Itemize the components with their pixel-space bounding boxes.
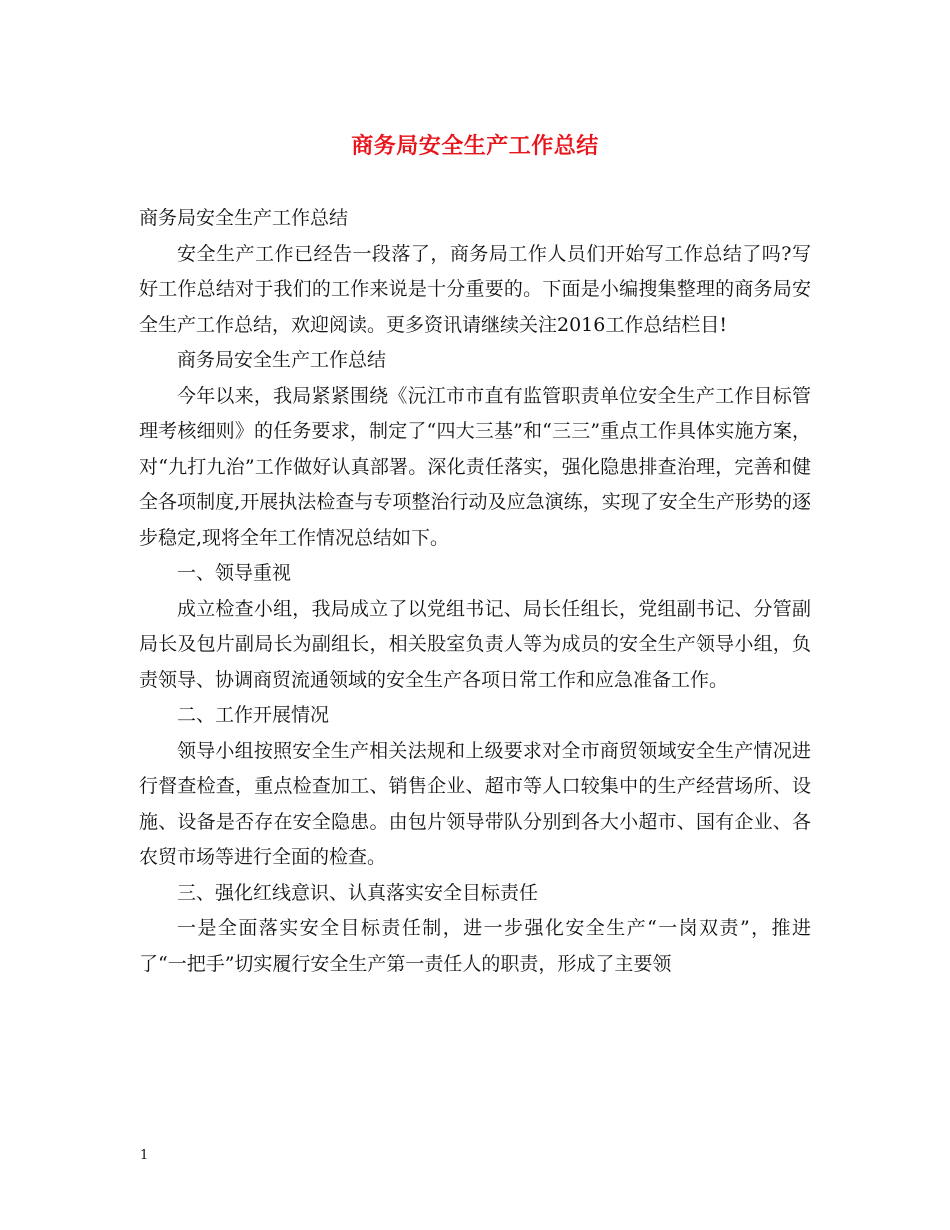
body-paragraph: 今年以来，我局紧紧围绕《沅江市市直有监管职责单位安全生产工作目标管理考核细则》的任务要求，制定了“四大三基”和“三三”重点工作具体实施方案，对“九打九治”工作做好认真部署。深化责任落实，强化隐患排查治理，完善和健全各项制度,开展执法检查与专项整治行动及应急演练，实现了安全生产形势的逐步稳定,现将全年工作情况总结如下。 xyxy=(139,384,811,549)
body-paragraph: 成立检查小组，我局成立了以党组书记、局长任组长，党组副书记、分管副局长及包片副局长为副组长，相关股室负责人等为成员的安全生产领导小组，负责领导、协调商贸流通领域的安全生产各项日常工作和应急准备工作。 xyxy=(139,597,811,691)
body-paragraph: 领导小组按照安全生产相关法规和上级要求对全市商贸领域安全生产情况进行督查检查，重点检查加工、销售企业、超市等人口较集中的生产经营场所、设施、设备是否存在安全隐患。由包片领导带队分别到各大小超市、国有企业、各农贸市场等进行全面的检查。 xyxy=(139,739,811,868)
body-paragraph: 商务局安全生产工作总结 xyxy=(177,349,387,371)
section-heading: 二、工作开展情况 xyxy=(177,704,330,726)
body-paragraph: 一是全面落实安全目标责任制，进一步强化安全生产“一岗双责”，推进了“一把手”切实履行安全生产第一责任人的职责，形成了主要领 xyxy=(139,917,811,975)
section-heading: 三、强化红线意识、认真落实安全目标责任 xyxy=(177,881,539,904)
document-title: 商务局安全生产工作总结 xyxy=(351,133,599,159)
body-paragraph: 商务局安全生产工作总结 xyxy=(139,207,349,229)
page-number: 1 xyxy=(140,1148,149,1163)
document-body xyxy=(139,201,811,982)
section-heading: 一、领导重视 xyxy=(177,562,292,584)
body-paragraph: 安全生产工作已经告一段落了，商务局工作人员们开始写工作总结了吗?写好工作总结对于我们的工作来说是十分重要的。下面是小编搜集整理的商务局安全生产工作总结，欢迎阅读。更多资讯请继续关注2016工作总结栏目! xyxy=(139,242,811,336)
